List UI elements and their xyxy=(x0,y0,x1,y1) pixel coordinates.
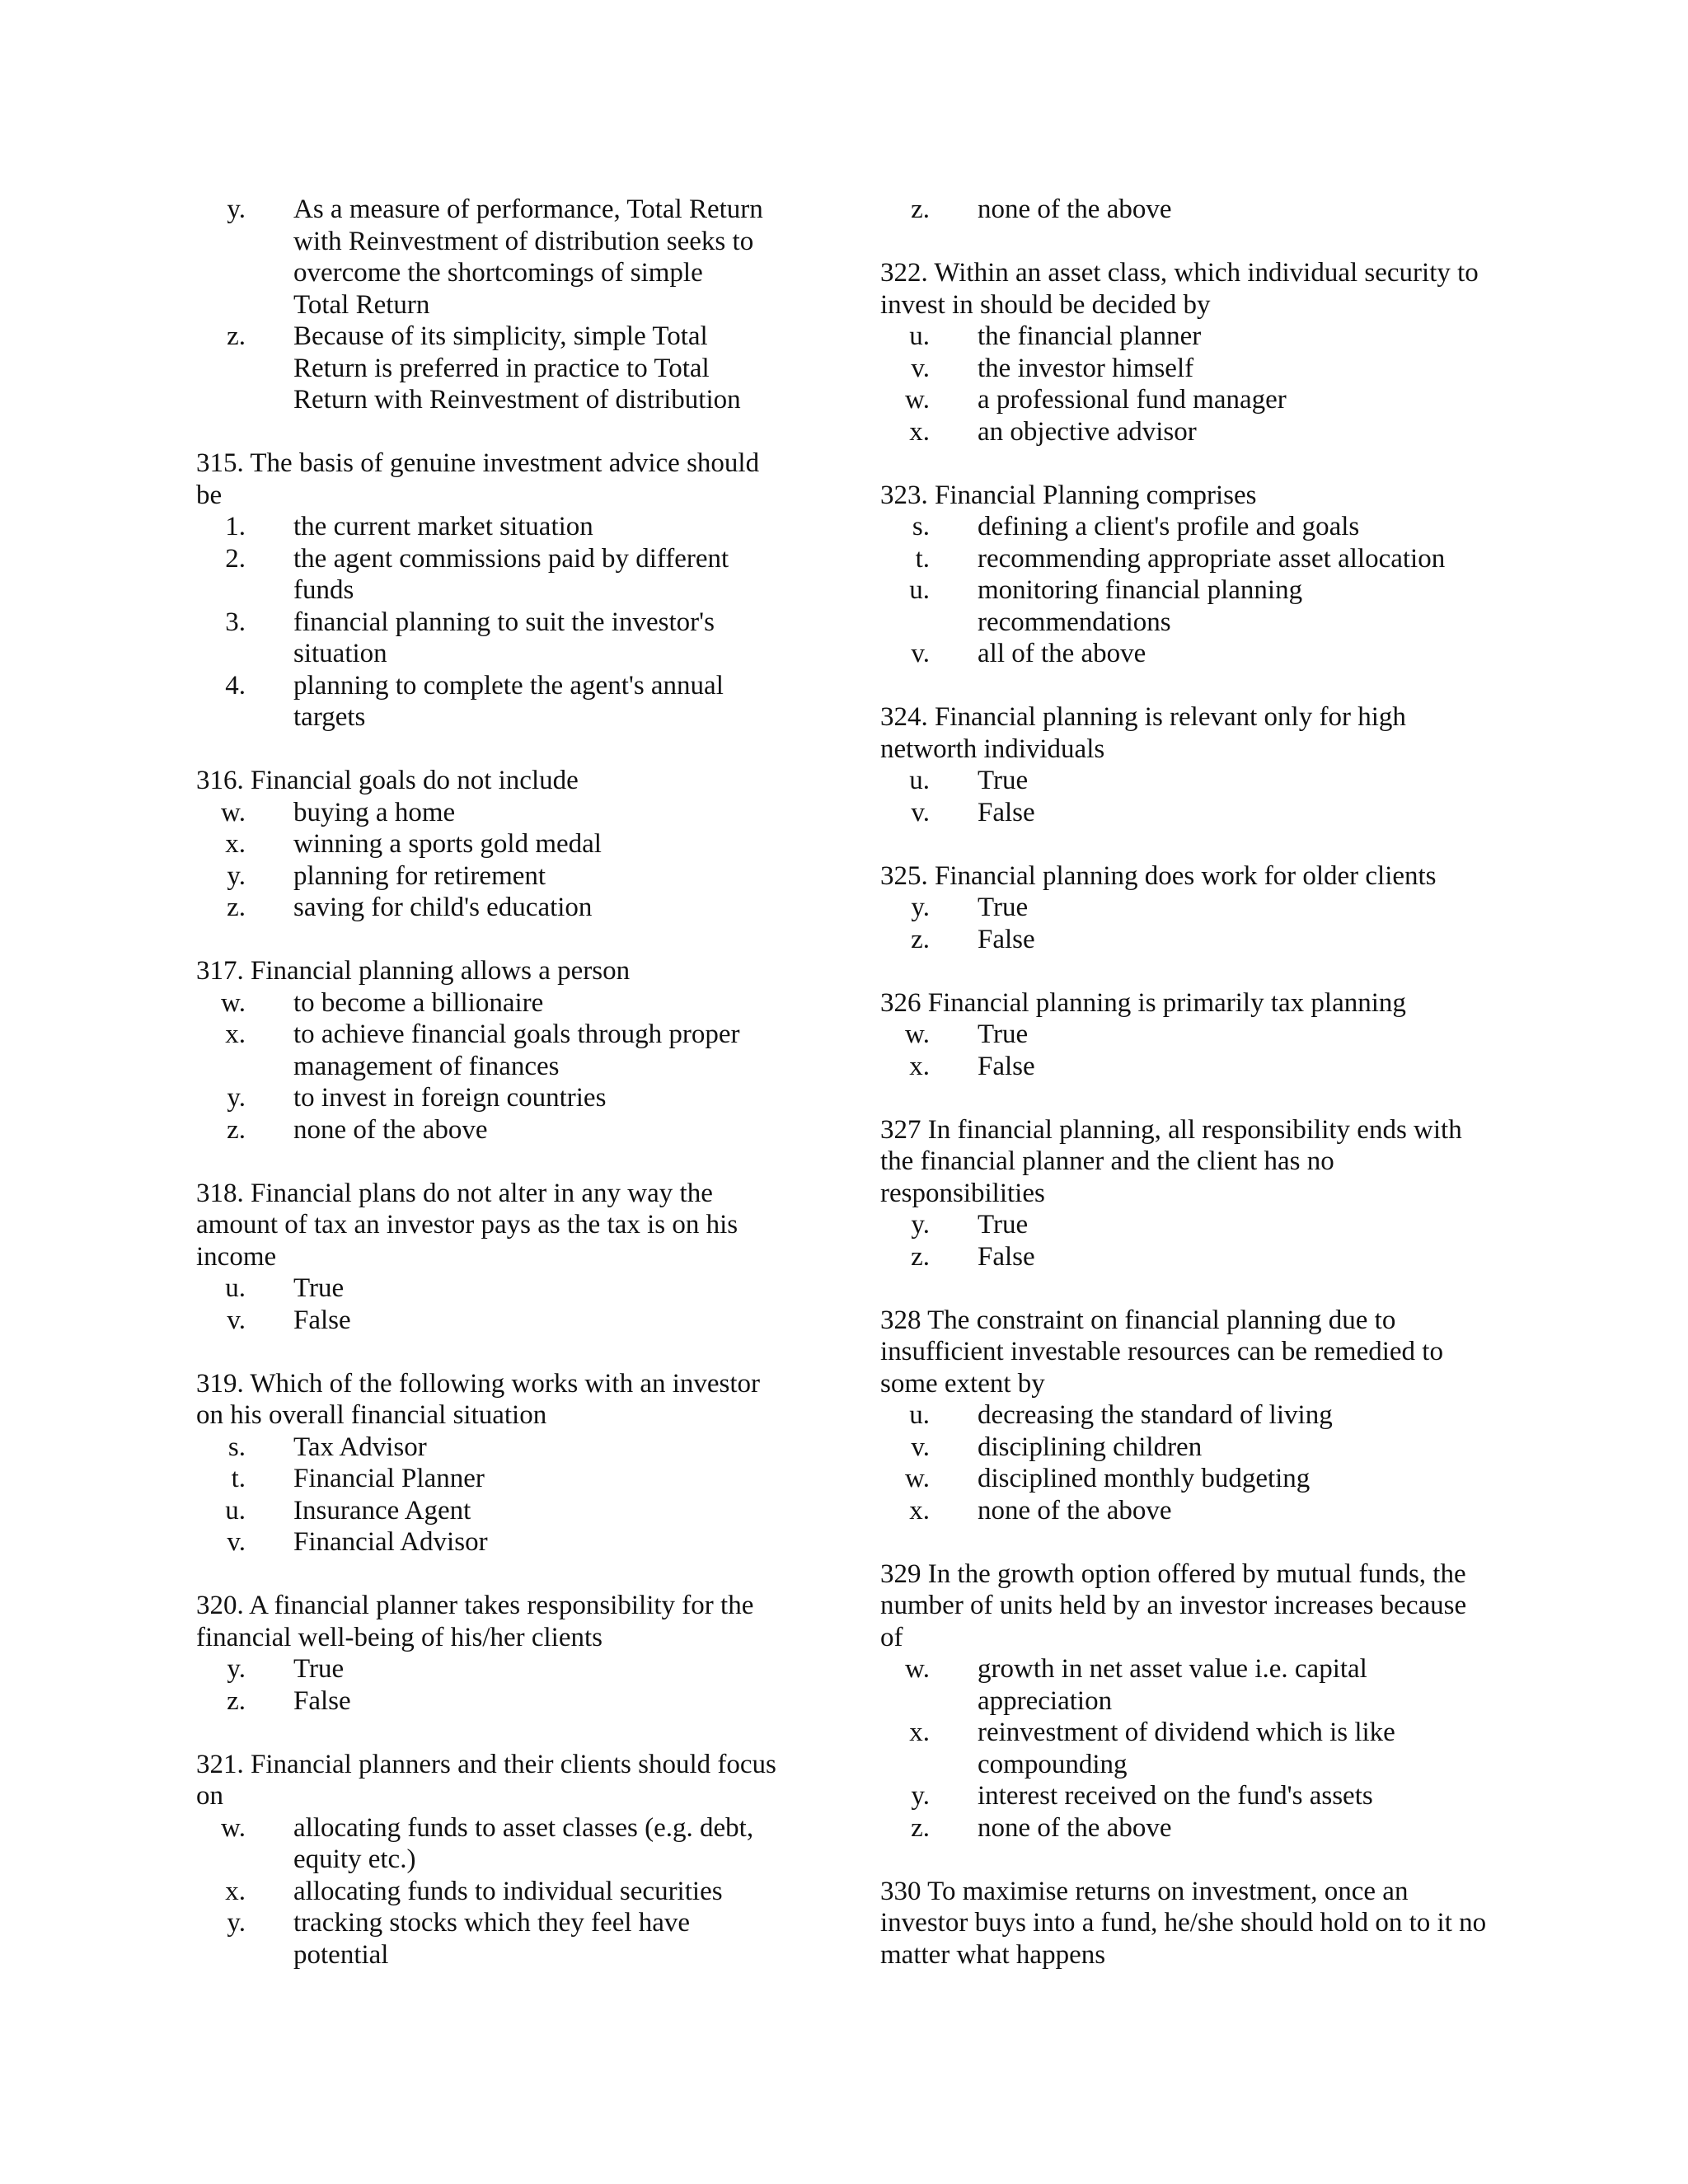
option-label: w. xyxy=(221,797,246,827)
option-text: False xyxy=(978,1051,1035,1081)
option-label: x. xyxy=(225,1876,246,1906)
question-stem: 319. Which of the following works with an investor on his overall financial situation xyxy=(196,1368,761,1430)
question-block xyxy=(880,480,1490,670)
option-label: z. xyxy=(227,1114,246,1145)
answer-option xyxy=(880,194,1490,226)
question-stem: 326 Financial planning is primarily tax planning xyxy=(880,987,1406,1018)
option-text: allocating funds to individual securities xyxy=(293,1876,723,1906)
option-list xyxy=(880,892,1490,955)
option-label: u. xyxy=(225,1495,246,1526)
option-label: u. xyxy=(909,575,930,605)
option-text: True xyxy=(293,1654,345,1684)
option-text: tracking stocks which they feel have potential xyxy=(293,1908,691,1970)
answer-option xyxy=(196,1272,790,1305)
answer-option xyxy=(880,638,1490,670)
answer-option xyxy=(196,892,790,924)
option-list xyxy=(880,511,1490,670)
answer-option xyxy=(196,1495,790,1527)
option-label: x. xyxy=(225,829,246,859)
option-label: y. xyxy=(227,1654,246,1684)
answer-option xyxy=(196,1685,790,1718)
option-text: to invest in foreign countries xyxy=(293,1083,607,1113)
question-block xyxy=(880,1558,1490,1844)
option-list xyxy=(880,1209,1490,1272)
question-stem: 321. Financial planners and their clients should focus on xyxy=(196,1749,776,1811)
option-label: t. xyxy=(231,1464,246,1493)
right-column xyxy=(880,194,1490,2003)
option-text: False xyxy=(978,797,1035,827)
option-text: allocating funds to asset classes (e.g. debt, equity etc.) xyxy=(293,1812,754,1874)
question-stem: 324. Financial planning is relevant only for high networth individuals xyxy=(880,702,1406,764)
question-block xyxy=(196,1368,790,1558)
question-stem: 328 The constraint on financial planning due to insufficient investable resources can be remedied to some extent by xyxy=(880,1305,1443,1399)
question-block xyxy=(880,701,1490,828)
option-label: w. xyxy=(905,1654,930,1684)
option-label: v. xyxy=(911,639,930,668)
answer-option xyxy=(880,1463,1490,1495)
option-text: As a measure of performance, Total Return with Reinvestment of distribution seeks to overcome the shortcomings of simple Total Return xyxy=(293,194,763,320)
question-stem: 315. The basis of genuine investment advice should be xyxy=(196,448,760,510)
option-label: w. xyxy=(221,1812,246,1843)
option-list xyxy=(196,194,790,416)
answer-option xyxy=(196,511,790,543)
answer-option xyxy=(196,607,790,670)
option-text: planning to complete the agent's annual targets xyxy=(293,670,724,732)
option-label: z. xyxy=(227,1685,246,1716)
question-stem: 316. Financial goals do not include xyxy=(196,766,579,795)
option-label: s. xyxy=(912,512,930,541)
option-label: w. xyxy=(905,385,930,415)
option-text: Financial Advisor xyxy=(293,1527,488,1557)
option-label: x. xyxy=(909,416,930,447)
answer-option xyxy=(196,1019,790,1082)
option-label: z. xyxy=(911,1812,930,1843)
option-label: z. xyxy=(911,1241,930,1272)
answer-option xyxy=(196,1876,790,1908)
option-label: z. xyxy=(911,924,930,954)
option-text: planning for retirement xyxy=(293,860,546,891)
option-label: w. xyxy=(221,987,246,1018)
option-label: y. xyxy=(911,893,930,922)
answer-option xyxy=(880,353,1490,385)
answer-option xyxy=(196,1432,790,1464)
option-text: True xyxy=(978,766,1029,795)
option-label: z. xyxy=(911,194,930,224)
option-label: s. xyxy=(227,1432,246,1462)
answer-option xyxy=(196,321,790,416)
answer-option xyxy=(880,892,1490,924)
option-label: x. xyxy=(225,1019,246,1049)
answer-option xyxy=(196,1812,790,1876)
option-text: the investor himself xyxy=(978,353,1194,383)
option-text: interest received on the fund's assets xyxy=(978,1781,1373,1811)
option-list xyxy=(880,1399,1490,1526)
answer-option xyxy=(880,321,1490,353)
question-block xyxy=(880,860,1490,956)
option-label: y. xyxy=(227,1908,246,1938)
question-block xyxy=(880,1114,1490,1273)
answer-option xyxy=(880,1812,1490,1844)
question-stem: 318. Financial plans do not alter in any way the amount of tax an investor pays as the tax is on his income xyxy=(196,1178,738,1272)
option-text: True xyxy=(293,1273,345,1303)
option-text: winning a sports gold medal xyxy=(293,829,602,859)
answer-option xyxy=(196,543,790,607)
answer-option xyxy=(880,1653,1490,1717)
option-label: u. xyxy=(909,321,930,351)
option-label: y. xyxy=(911,1210,930,1240)
question-stem: 317. Financial planning allows a person xyxy=(196,956,631,986)
question-stem: 322. Within an asset class, which individual security to invest in should be decided by xyxy=(880,258,1479,320)
option-label: 1. xyxy=(225,512,246,541)
answer-option xyxy=(880,1780,1490,1812)
option-label: u. xyxy=(225,1273,246,1303)
option-list xyxy=(880,321,1490,448)
answer-option xyxy=(880,511,1490,543)
option-text: False xyxy=(978,1241,1035,1272)
option-label: v. xyxy=(911,797,930,827)
option-label: v. xyxy=(911,1432,930,1462)
question-block xyxy=(196,1590,790,1717)
option-label: y. xyxy=(227,860,246,891)
option-label: u. xyxy=(909,1400,930,1430)
answer-option xyxy=(196,670,790,733)
option-text: disciplined monthly budgeting xyxy=(978,1464,1311,1493)
question-block xyxy=(196,765,790,924)
question-block xyxy=(196,1178,790,1337)
option-text: defining a client's profile and goals xyxy=(978,512,1360,541)
option-list xyxy=(880,194,1490,226)
option-label: t. xyxy=(915,543,930,574)
option-text: False xyxy=(293,1305,351,1335)
option-list xyxy=(196,1653,790,1717)
answer-option xyxy=(880,543,1490,575)
option-list xyxy=(880,1019,1490,1082)
answer-option xyxy=(880,1051,1490,1083)
option-text: reinvestment of dividend which is like compounding xyxy=(978,1718,1395,1779)
question-block xyxy=(196,1749,790,1971)
option-label: y. xyxy=(227,194,246,224)
option-list xyxy=(196,797,790,924)
option-list xyxy=(196,1272,790,1336)
option-text: the agent commissions paid by different funds xyxy=(293,543,729,605)
option-text: a professional fund manager xyxy=(978,385,1287,415)
answer-option xyxy=(880,765,1490,797)
option-text: False xyxy=(978,924,1035,954)
answer-option xyxy=(196,1114,790,1146)
answer-option xyxy=(196,1463,790,1495)
question-block xyxy=(880,257,1490,448)
option-label: v. xyxy=(227,1527,246,1557)
answer-option xyxy=(880,416,1490,448)
option-list xyxy=(196,511,790,733)
option-label: w. xyxy=(905,1464,930,1493)
question-stem: 327 In financial planning, all responsibility ends with the financial planner and the client has no responsibilities xyxy=(880,1114,1462,1208)
answer-option xyxy=(880,384,1490,416)
option-list xyxy=(880,765,1490,828)
option-text: none of the above xyxy=(978,194,1172,224)
option-text: decreasing the standard of living xyxy=(978,1400,1333,1430)
option-label: 4. xyxy=(225,670,246,701)
option-text: recommending appropriate asset allocation xyxy=(978,543,1446,574)
option-label: x. xyxy=(909,1495,930,1526)
option-label: x. xyxy=(909,1051,930,1081)
option-text: Because of its simplicity, simple Total Return is preferred in practice to Total Return with Reinvestment of distribution xyxy=(293,321,741,415)
question-stem: 330 To maximise returns on investment, once an investor buys into a fund, he/she should hold on to it no matter what happens xyxy=(880,1876,1487,1970)
option-text: the financial planner xyxy=(978,321,1202,351)
option-text: none of the above xyxy=(293,1114,488,1145)
option-label: 3. xyxy=(225,607,246,637)
answer-option xyxy=(196,1082,790,1114)
answer-option xyxy=(880,1241,1490,1273)
option-text: True xyxy=(978,1019,1029,1049)
option-text: to become a billionaire xyxy=(293,987,544,1018)
question-block xyxy=(196,955,790,1146)
question-stem: 320. A financial planner takes responsibility for the financial well-being of his/her clients xyxy=(196,1591,754,1652)
option-text: saving for child's education xyxy=(293,893,593,922)
option-text: none of the above xyxy=(978,1495,1172,1526)
option-text: an objective advisor xyxy=(978,416,1197,447)
option-list xyxy=(880,1653,1490,1844)
answer-option xyxy=(880,1495,1490,1527)
option-text: financial planning to suit the investor's situation xyxy=(293,607,715,668)
option-text: disciplining children xyxy=(978,1432,1203,1462)
option-label: u. xyxy=(909,766,930,795)
option-label: z. xyxy=(227,893,246,922)
question-block xyxy=(196,194,790,416)
option-label: v. xyxy=(911,353,930,383)
option-label: y. xyxy=(911,1781,930,1811)
option-text: Insurance Agent xyxy=(293,1495,471,1526)
option-text: all of the above xyxy=(978,639,1146,668)
question-stem: 329 In the growth option offered by mutual funds, the number of units held by an investor increases because of xyxy=(880,1558,1467,1652)
answer-option xyxy=(880,1209,1490,1241)
option-label: w. xyxy=(905,1019,930,1049)
answer-option xyxy=(880,924,1490,956)
answer-option xyxy=(196,987,790,1019)
answer-option xyxy=(196,194,790,321)
answer-option xyxy=(196,860,790,893)
answer-option xyxy=(196,1305,790,1337)
option-label: z. xyxy=(227,321,246,351)
answer-option xyxy=(880,1717,1490,1780)
answer-option xyxy=(880,797,1490,829)
question-block xyxy=(196,448,790,733)
answer-option xyxy=(196,797,790,829)
question-stem: 325. Financial planning does work for older clients xyxy=(880,860,1437,891)
option-text: buying a home xyxy=(293,797,456,827)
option-label: 2. xyxy=(225,543,246,574)
answer-option xyxy=(880,574,1490,638)
option-label: v. xyxy=(227,1305,246,1335)
left-column xyxy=(196,194,790,2003)
option-text: to achieve financial goals through proper management of finances xyxy=(293,1019,740,1081)
question-block xyxy=(880,1876,1490,1971)
question-block xyxy=(880,987,1490,1083)
option-text: Financial Planner xyxy=(293,1464,485,1493)
answer-option xyxy=(196,828,790,860)
answer-option xyxy=(196,1526,790,1558)
question-block xyxy=(880,1305,1490,1527)
option-text: Tax Advisor xyxy=(293,1432,427,1462)
option-text: True xyxy=(978,893,1029,922)
option-text: the current market situation xyxy=(293,512,593,541)
option-text: monitoring financial planning recommendations xyxy=(978,575,1303,637)
option-text: False xyxy=(293,1685,351,1716)
answer-option xyxy=(196,1907,790,1971)
option-label: y. xyxy=(227,1083,246,1113)
option-list xyxy=(196,1812,790,1971)
question-stem: 323. Financial Planning comprises xyxy=(880,480,1257,510)
option-text: True xyxy=(978,1210,1029,1240)
option-text: growth in net asset value i.e. capital appreciation xyxy=(978,1654,1367,1716)
option-list xyxy=(196,1432,790,1558)
answer-option xyxy=(880,1432,1490,1464)
answer-option xyxy=(880,1399,1490,1432)
option-list xyxy=(196,987,790,1146)
option-text: none of the above xyxy=(978,1812,1172,1843)
answer-option xyxy=(196,1653,790,1685)
option-label: x. xyxy=(909,1718,930,1747)
question-block xyxy=(880,194,1490,226)
answer-option xyxy=(880,1019,1490,1051)
